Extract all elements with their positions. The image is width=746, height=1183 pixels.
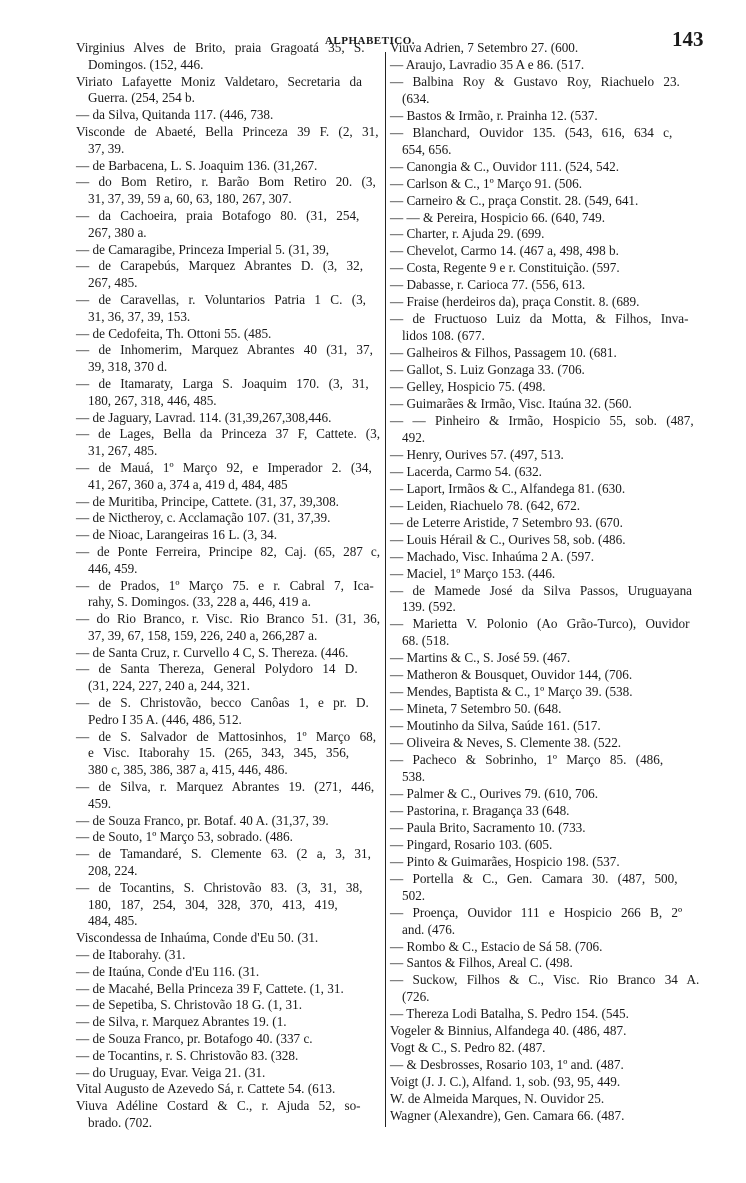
entry-line: 31, 37, 39, 59 a, 60, 63, 180, 267, 307. bbox=[88, 191, 292, 207]
directory-entry bbox=[76, 829, 380, 846]
entry-line: Vital Augusto de Azevedo Sá, r. Cattete 54. (613. bbox=[76, 1081, 336, 1097]
directory-entry bbox=[76, 124, 380, 158]
entry-line: — Leiden, Riachuelo 78. (642, 672. bbox=[390, 497, 581, 513]
entry-line: Virginius Alves de Brito, praia Gragoatá 35, S. bbox=[76, 40, 365, 55]
entry-line: — Pacheco & Sobrinho, 1º Março 85. (486, bbox=[390, 752, 664, 768]
directory-entry bbox=[390, 532, 720, 549]
directory-entry bbox=[390, 362, 720, 379]
entry-line: — de Cedofeita, Th. Ottoni 55. (485. bbox=[76, 325, 272, 341]
directory-entry bbox=[76, 947, 380, 964]
entry-line: (634. bbox=[402, 90, 430, 106]
entry-line: 267, 380 a. bbox=[88, 224, 147, 240]
entry-line: — de S. Christovão, becco Canôas 1, e pr. D. bbox=[76, 695, 369, 711]
directory-entry bbox=[390, 277, 720, 294]
entry-line: — de Fructuoso Luiz da Motta, & Filhos, Inva- bbox=[390, 311, 689, 327]
directory-entry bbox=[76, 40, 380, 74]
entry-line: — Matheron & Bousquet, Ouvidor 144, (706. bbox=[390, 667, 633, 683]
entry-line: 484, 485. bbox=[88, 913, 138, 929]
entry-line: — Fraise (herdeiros da), praça Constit. 8. (689. bbox=[390, 294, 640, 310]
entry-line: Domingos. (152, 446. bbox=[88, 56, 204, 72]
entry-line: (31, 224, 227, 240 a, 244, 321. bbox=[88, 678, 250, 694]
directory-entry bbox=[390, 803, 720, 820]
entry-line: — de Souza Franco, pr. Botafogo 40. (337 c. bbox=[76, 1031, 313, 1047]
directory-entry bbox=[390, 176, 720, 193]
directory-entry bbox=[390, 40, 720, 57]
directory-entry bbox=[76, 813, 380, 830]
directory-entry bbox=[390, 481, 720, 498]
entry-line: 139. (592. bbox=[402, 599, 456, 615]
directory-entry bbox=[390, 447, 720, 464]
directory-entry bbox=[390, 193, 720, 210]
directory-entry bbox=[76, 326, 380, 343]
entry-line: — Machado, Visc. Inhaúma 2 A. (597. bbox=[390, 548, 595, 564]
entry-line: 267, 485. bbox=[88, 275, 138, 291]
directory-entry bbox=[390, 854, 720, 871]
entry-line: 654, 656. bbox=[402, 141, 452, 157]
directory-entry bbox=[76, 645, 380, 662]
entry-line: W. de Almeida Marques, N. Ouvidor 25. bbox=[390, 1091, 605, 1107]
directory-entry bbox=[390, 108, 720, 125]
entry-line: — Canongia & C., Ouvidor 111. (524, 542. bbox=[390, 158, 620, 174]
directory-entry bbox=[390, 345, 720, 362]
entry-line: — de Tocantins, r. S. Christovão 83. (328. bbox=[76, 1047, 299, 1063]
entry-line: Vogt & C., S. Pedro 82. (487. bbox=[390, 1040, 546, 1056]
entry-line: — Gallot, S. Luiz Gonzaga 33. (706. bbox=[390, 362, 585, 378]
entry-line: — Santos & Filhos, Areal C. (498. bbox=[390, 955, 573, 971]
entry-line: — do Uruguay, Evar. Veiga 21. (31. bbox=[76, 1064, 266, 1080]
entry-line: Guerra. (254, 254 b. bbox=[88, 90, 195, 106]
directory-entry bbox=[390, 1108, 720, 1125]
entry-line: and. (476. bbox=[402, 921, 456, 937]
entry-line: — da Silva, Quitanda 117. (446, 738. bbox=[76, 107, 274, 123]
directory-entry bbox=[390, 955, 720, 972]
directory-entry bbox=[76, 846, 380, 880]
entry-line: — de Tocantins, S. Christovão 83. (3, 31, 38, bbox=[76, 879, 363, 895]
entry-line: 37, 39. bbox=[88, 140, 125, 156]
entry-line: — de Carapebús, Marquez Abrantes D. (3, 32, bbox=[76, 258, 363, 274]
directory-entry bbox=[390, 667, 720, 684]
directory-entry bbox=[76, 1098, 380, 1132]
running-header: ALPHABETICO. bbox=[324, 35, 416, 47]
directory-entry bbox=[76, 1081, 380, 1098]
entry-line: — da Cachoeira, praia Botafogo 80. (31, 254, bbox=[76, 207, 360, 223]
entry-line: Pedro I 35 A. (446, 486, 512. bbox=[88, 711, 242, 727]
directory-entry bbox=[390, 735, 720, 752]
entry-line: — Blanchard, Ouvidor 135. (543, 616, 634 c, bbox=[390, 124, 673, 140]
entry-line: — & Desbrosses, Rosario 103, 1º and. (487. bbox=[390, 1057, 624, 1073]
directory-entry bbox=[390, 294, 720, 311]
entry-line: rahy, S. Domingos. (33, 228 a, 446, 419 a. bbox=[88, 594, 311, 610]
entry-line: — do Rio Branco, r. Visc. Rio Branco 51. (31, 36, bbox=[76, 611, 380, 627]
entry-line: — de Inhomerim, Marquez Abrantes 40 (31, 37, bbox=[76, 342, 373, 358]
directory-entry bbox=[390, 549, 720, 566]
left-column bbox=[76, 40, 380, 1132]
entry-line: — de Prados, 1º Março 75. e r. Cabral 7, Ica- bbox=[76, 577, 374, 593]
directory-entry bbox=[390, 837, 720, 854]
entry-line: — Paula Brito, Sacramento 10. (733. bbox=[390, 819, 586, 835]
entry-line: 502. bbox=[402, 887, 426, 903]
directory-entry bbox=[76, 1065, 380, 1082]
right-column bbox=[390, 40, 720, 1125]
entry-line: 459. bbox=[88, 795, 112, 811]
entry-line: — Henry, Ourives 57. (497, 513. bbox=[390, 446, 564, 462]
directory-entry bbox=[390, 515, 720, 532]
directory-entry bbox=[390, 396, 720, 413]
entry-line: 208, 224. bbox=[88, 863, 138, 879]
directory-entry bbox=[76, 661, 380, 695]
page-number: 143 bbox=[672, 27, 704, 51]
directory-entry bbox=[76, 410, 380, 427]
directory-entry bbox=[76, 964, 380, 981]
directory-entry bbox=[76, 510, 380, 527]
entry-line: — Chevelot, Carmo 14. (467 a, 498, 498 b. bbox=[390, 243, 619, 259]
directory-entry bbox=[390, 260, 720, 277]
directory-entry bbox=[390, 1091, 720, 1108]
directory-entry bbox=[390, 1074, 720, 1091]
directory-entry bbox=[390, 464, 720, 481]
directory-entry bbox=[76, 729, 380, 779]
directory-entry bbox=[390, 159, 720, 176]
directory-entry bbox=[76, 376, 380, 410]
entry-line: — Mineta, 7 Setembro 50. (648. bbox=[390, 701, 562, 717]
directory-entry bbox=[76, 494, 380, 511]
entry-line: — Costa, Regente 9 e r. Constituição. (597. bbox=[390, 260, 620, 276]
entry-line: e Visc. Itaborahy 15. (265, 343, 345, 356, bbox=[88, 745, 350, 761]
entry-line: — Oliveira & Neves, S. Clemente 38. (522. bbox=[390, 735, 622, 751]
entry-line: — de Muritiba, Principe, Cattete. (31, 37, 39,308. bbox=[76, 493, 339, 509]
entry-line: — de Santa Thereza, General Polydoro 14 D. bbox=[76, 661, 358, 677]
entry-line: Visconde de Abaeté, Bella Princeza 39 F. (2, 31, bbox=[76, 123, 379, 139]
directory-entry bbox=[76, 158, 380, 175]
directory-entry bbox=[76, 258, 380, 292]
directory-entry bbox=[390, 226, 720, 243]
entry-line: — Dabasse, r. Carioca 77. (556, 613. bbox=[390, 277, 586, 293]
directory-entry bbox=[76, 779, 380, 813]
entry-line: Viuva Adéline Costard & C., r. Ajuda 52, so- bbox=[76, 1098, 361, 1114]
directory-entry bbox=[76, 695, 380, 729]
entry-line: lidos 108. (677. bbox=[402, 328, 485, 344]
directory-entry bbox=[76, 1014, 380, 1031]
directory-entry bbox=[390, 583, 720, 617]
directory-entry bbox=[390, 939, 720, 956]
entry-line: — Rombo & C., Estacio de Sá 58. (706. bbox=[390, 938, 603, 954]
directory-entry bbox=[390, 905, 720, 939]
entry-line: 31, 267, 485. bbox=[88, 443, 158, 459]
directory-entry bbox=[76, 578, 380, 612]
directory-entry bbox=[76, 611, 380, 645]
entry-line: — de Silva, r. Marquez Abrantes 19. (1. bbox=[76, 1014, 287, 1030]
entry-line: — Laport, Irmãos & C., Alfandega 81. (630. bbox=[390, 480, 626, 496]
entry-line: — de Santa Cruz, r. Curvello 4 C, S. Thereza. (446. bbox=[76, 644, 349, 660]
entry-line: — de Souza Franco, pr. Botaf. 40 A. (31,37, 39. bbox=[76, 812, 329, 828]
entry-line: 180, 267, 318, 446, 485. bbox=[88, 392, 217, 408]
directory-entry bbox=[76, 930, 380, 947]
directory-entry bbox=[76, 1031, 380, 1048]
directory-entry bbox=[390, 498, 720, 515]
entry-line: 180, 187, 254, 304, 328, 370, 413, 419, bbox=[88, 896, 338, 912]
directory-entry bbox=[390, 413, 720, 447]
entry-line: — Balbina Roy & Gustavo Roy, Riachuelo 23. bbox=[390, 73, 680, 89]
entry-line: — Carlson & C., 1º Março 91. (506. bbox=[390, 175, 582, 191]
entry-line: 380 c, 385, 386, 387 a, 415, 446, 486. bbox=[88, 762, 288, 778]
directory-entry bbox=[76, 997, 380, 1014]
entry-line: — de Caravellas, r. Voluntarios Patria 1 C. (3, bbox=[76, 291, 366, 307]
directory-entry bbox=[76, 292, 380, 326]
entry-line: — de Silva, r. Marquez Abrantes 19. (271, 446, bbox=[76, 779, 375, 795]
entry-line: (726. bbox=[402, 989, 430, 1005]
directory-entry bbox=[390, 243, 720, 260]
directory-entry bbox=[390, 684, 720, 701]
entry-line: — Mendes, Baptista & C., 1º Março 39. (538. bbox=[390, 684, 633, 700]
entry-line: Viriato Lafayette Moniz Valdetaro, Secretaria da bbox=[76, 73, 363, 89]
directory-entry bbox=[76, 527, 380, 544]
entry-line: — de Souto, 1º Março 53, sobrado. (486. bbox=[76, 829, 293, 845]
entry-line: — Proença, Ouvidor 111 e Hospicio 266 B, 2º bbox=[390, 904, 683, 920]
directory-entry bbox=[390, 786, 720, 803]
directory-entry bbox=[390, 210, 720, 227]
directory-entry bbox=[390, 1057, 720, 1074]
entry-line: — Marietta V. Polonio (Ao Grão-Turco), Ouvidor bbox=[390, 616, 690, 632]
directory-entry bbox=[76, 342, 380, 376]
entry-line: — de Ponte Ferreira, Principe 82, Caj. (65, 287 c, bbox=[76, 543, 380, 559]
entry-line: 37, 39, 67, 158, 159, 226, 240 a, 266,287 a. bbox=[88, 627, 318, 643]
entry-line: — de Mauá, 1º Março 92, e Imperador 2. (34, bbox=[76, 459, 372, 475]
directory-entry bbox=[390, 820, 720, 837]
entry-line: brado. (702. bbox=[88, 1115, 153, 1130]
entry-line: Wagner (Alexandre), Gen. Camara 66. (487. bbox=[390, 1108, 625, 1124]
entry-line: Viuva Adrien, 7 Setembro 27. (600. bbox=[390, 40, 579, 55]
directory-entry bbox=[76, 242, 380, 259]
entry-line: — de Nictheroy, c. Acclamação 107. (31, 37,39. bbox=[76, 510, 331, 526]
directory-entry bbox=[390, 701, 720, 718]
entry-line: — Pinto & Guimarães, Hospicio 198. (537. bbox=[390, 853, 620, 869]
directory-entry bbox=[390, 566, 720, 583]
entry-line: Voigt (J. J. C.), Alfand. 1, sob. (93, 95, 449. bbox=[390, 1074, 621, 1090]
entry-line: — Pingard, Rosario 103. (605. bbox=[390, 836, 553, 852]
directory-entry bbox=[76, 174, 380, 208]
directory-entry bbox=[390, 1040, 720, 1057]
directory-entry bbox=[76, 74, 380, 108]
entry-line: 538. bbox=[402, 768, 426, 784]
entry-line: — Portella & C., Gen. Camara 30. (487, 500, bbox=[390, 870, 678, 886]
entry-line: — de Itamaraty, Larga S. Joaquim 170. (3, 31, bbox=[76, 375, 369, 391]
entry-line: — — Pinheiro & Irmão, Hospicio 55, sob. (487, bbox=[390, 412, 694, 428]
entry-line: — Suckow, Filhos & C., Visc. Rio Branco 34 A. bbox=[390, 972, 700, 988]
entry-line: — Martins & C., S. José 59. (467. bbox=[390, 650, 571, 666]
entry-line: — de Itaborahy. (31. bbox=[76, 947, 186, 963]
entry-line: — Palmer & C., Ourives 79. (610, 706. bbox=[390, 785, 599, 801]
entry-line: — de S. Salvador de Mattosinhos, 1º Março 68, bbox=[76, 728, 377, 744]
entry-line: — de Mamede José da Silva Passos, Uruguayana bbox=[390, 582, 693, 598]
entry-line: — de Macahé, Bella Princeza 39 F, Cattete. (1, 31. bbox=[76, 980, 344, 996]
directory-entry bbox=[390, 871, 720, 905]
entry-line: 39, 318, 370 d. bbox=[88, 359, 168, 375]
directory-entry bbox=[390, 1023, 720, 1040]
entry-line: 492. bbox=[402, 429, 426, 445]
entry-line: — de Sepetiba, S. Christovão 18 G. (1, 31. bbox=[76, 997, 302, 1013]
entry-line: — Maciel, 1º Março 153. (446. bbox=[390, 565, 556, 581]
entry-line: — Guimarães & Irmão, Visc. Itaúna 32. (560. bbox=[390, 396, 632, 412]
entry-line: — de Barbacena, L. S. Joaquim 136. (31,267. bbox=[76, 157, 318, 173]
directory-entry bbox=[390, 972, 720, 1006]
entry-line: — de Leterre Aristide, 7 Setembro 93. (670. bbox=[390, 514, 623, 530]
directory-entry bbox=[76, 880, 380, 930]
directory-entry bbox=[390, 650, 720, 667]
entry-line: — Galheiros & Filhos, Passagem 10. (681. bbox=[390, 345, 617, 361]
entry-line: — do Bom Retiro, r. Barão Bom Retiro 20. (3, bbox=[76, 174, 376, 190]
directory-entry bbox=[390, 718, 720, 735]
directory-entry bbox=[390, 74, 720, 108]
entry-line: — Charter, r. Ajuda 29. (699. bbox=[390, 226, 545, 242]
entry-line: Vogeler & Binnius, Alfandega 40. (486, 487. bbox=[390, 1023, 627, 1039]
directory-entry bbox=[390, 1006, 720, 1023]
entry-line: 31, 36, 37, 39, 153. bbox=[88, 308, 191, 324]
directory-entry bbox=[390, 752, 720, 786]
entry-line: — Pastorina, r. Bragança 33 (648. bbox=[390, 802, 570, 818]
entry-line: — Thereza Lodi Batalha, S. Pedro 154. (545. bbox=[390, 1006, 629, 1022]
entry-line: — de Itaúna, Conde d'Eu 116. (31. bbox=[76, 963, 260, 979]
entry-line: — Lacerda, Carmo 54. (632. bbox=[390, 463, 542, 479]
entry-line: — Bastos & Irmão, r. Prainha 12. (537. bbox=[390, 107, 598, 123]
entry-line: — de Lages, Bella da Princeza 37 F, Cattete. (3, bbox=[76, 426, 380, 442]
directory-entry bbox=[76, 981, 380, 998]
entry-line: — Araujo, Lavradio 35 A e 86. (517. bbox=[390, 56, 585, 72]
directory-entry bbox=[76, 107, 380, 124]
entry-line: 446, 459. bbox=[88, 560, 138, 576]
entry-line: — Carneiro & C., praça Constit. 28. (549, 641. bbox=[390, 192, 639, 208]
entry-line: — de Nioac, Larangeiras 16 L. (3, 34. bbox=[76, 527, 278, 543]
entry-line: — — & Pereira, Hospicio 66. (640, 749. bbox=[390, 209, 605, 225]
entry-line: — de Camaragibe, Princeza Imperial 5. (31, 39, bbox=[76, 241, 330, 257]
entry-line: 41, 267, 360 a, 374 a, 419 d, 484, 485 bbox=[88, 476, 288, 492]
directory-entry bbox=[390, 311, 720, 345]
directory-entry bbox=[76, 426, 380, 460]
entry-line: Viscondessa de Inhaúma, Conde d'Eu 50. (31. bbox=[76, 930, 319, 946]
entry-line: — de Tamandaré, S. Clemente 63. (2 a, 3, 31, bbox=[76, 846, 371, 862]
directory-entry bbox=[390, 379, 720, 396]
directory-entry bbox=[390, 125, 720, 159]
column-divider bbox=[385, 52, 386, 1127]
entry-line: — Moutinho da Silva, Saúde 161. (517. bbox=[390, 718, 601, 734]
entry-line: — de Jaguary, Lavrad. 114. (31,39,267,308,446. bbox=[76, 409, 332, 425]
directory-entry bbox=[76, 1048, 380, 1065]
directory-entry bbox=[390, 57, 720, 74]
directory-entry bbox=[390, 616, 720, 650]
entry-line: — Gelley, Hospicio 75. (498. bbox=[390, 379, 546, 395]
entry-line: — Louis Hérail & C., Ourives 58, sob. (486. bbox=[390, 531, 626, 547]
directory-entry bbox=[76, 460, 380, 494]
directory-entry bbox=[76, 544, 380, 578]
entry-line: 68. (518. bbox=[402, 633, 450, 649]
directory-entry bbox=[76, 208, 380, 242]
